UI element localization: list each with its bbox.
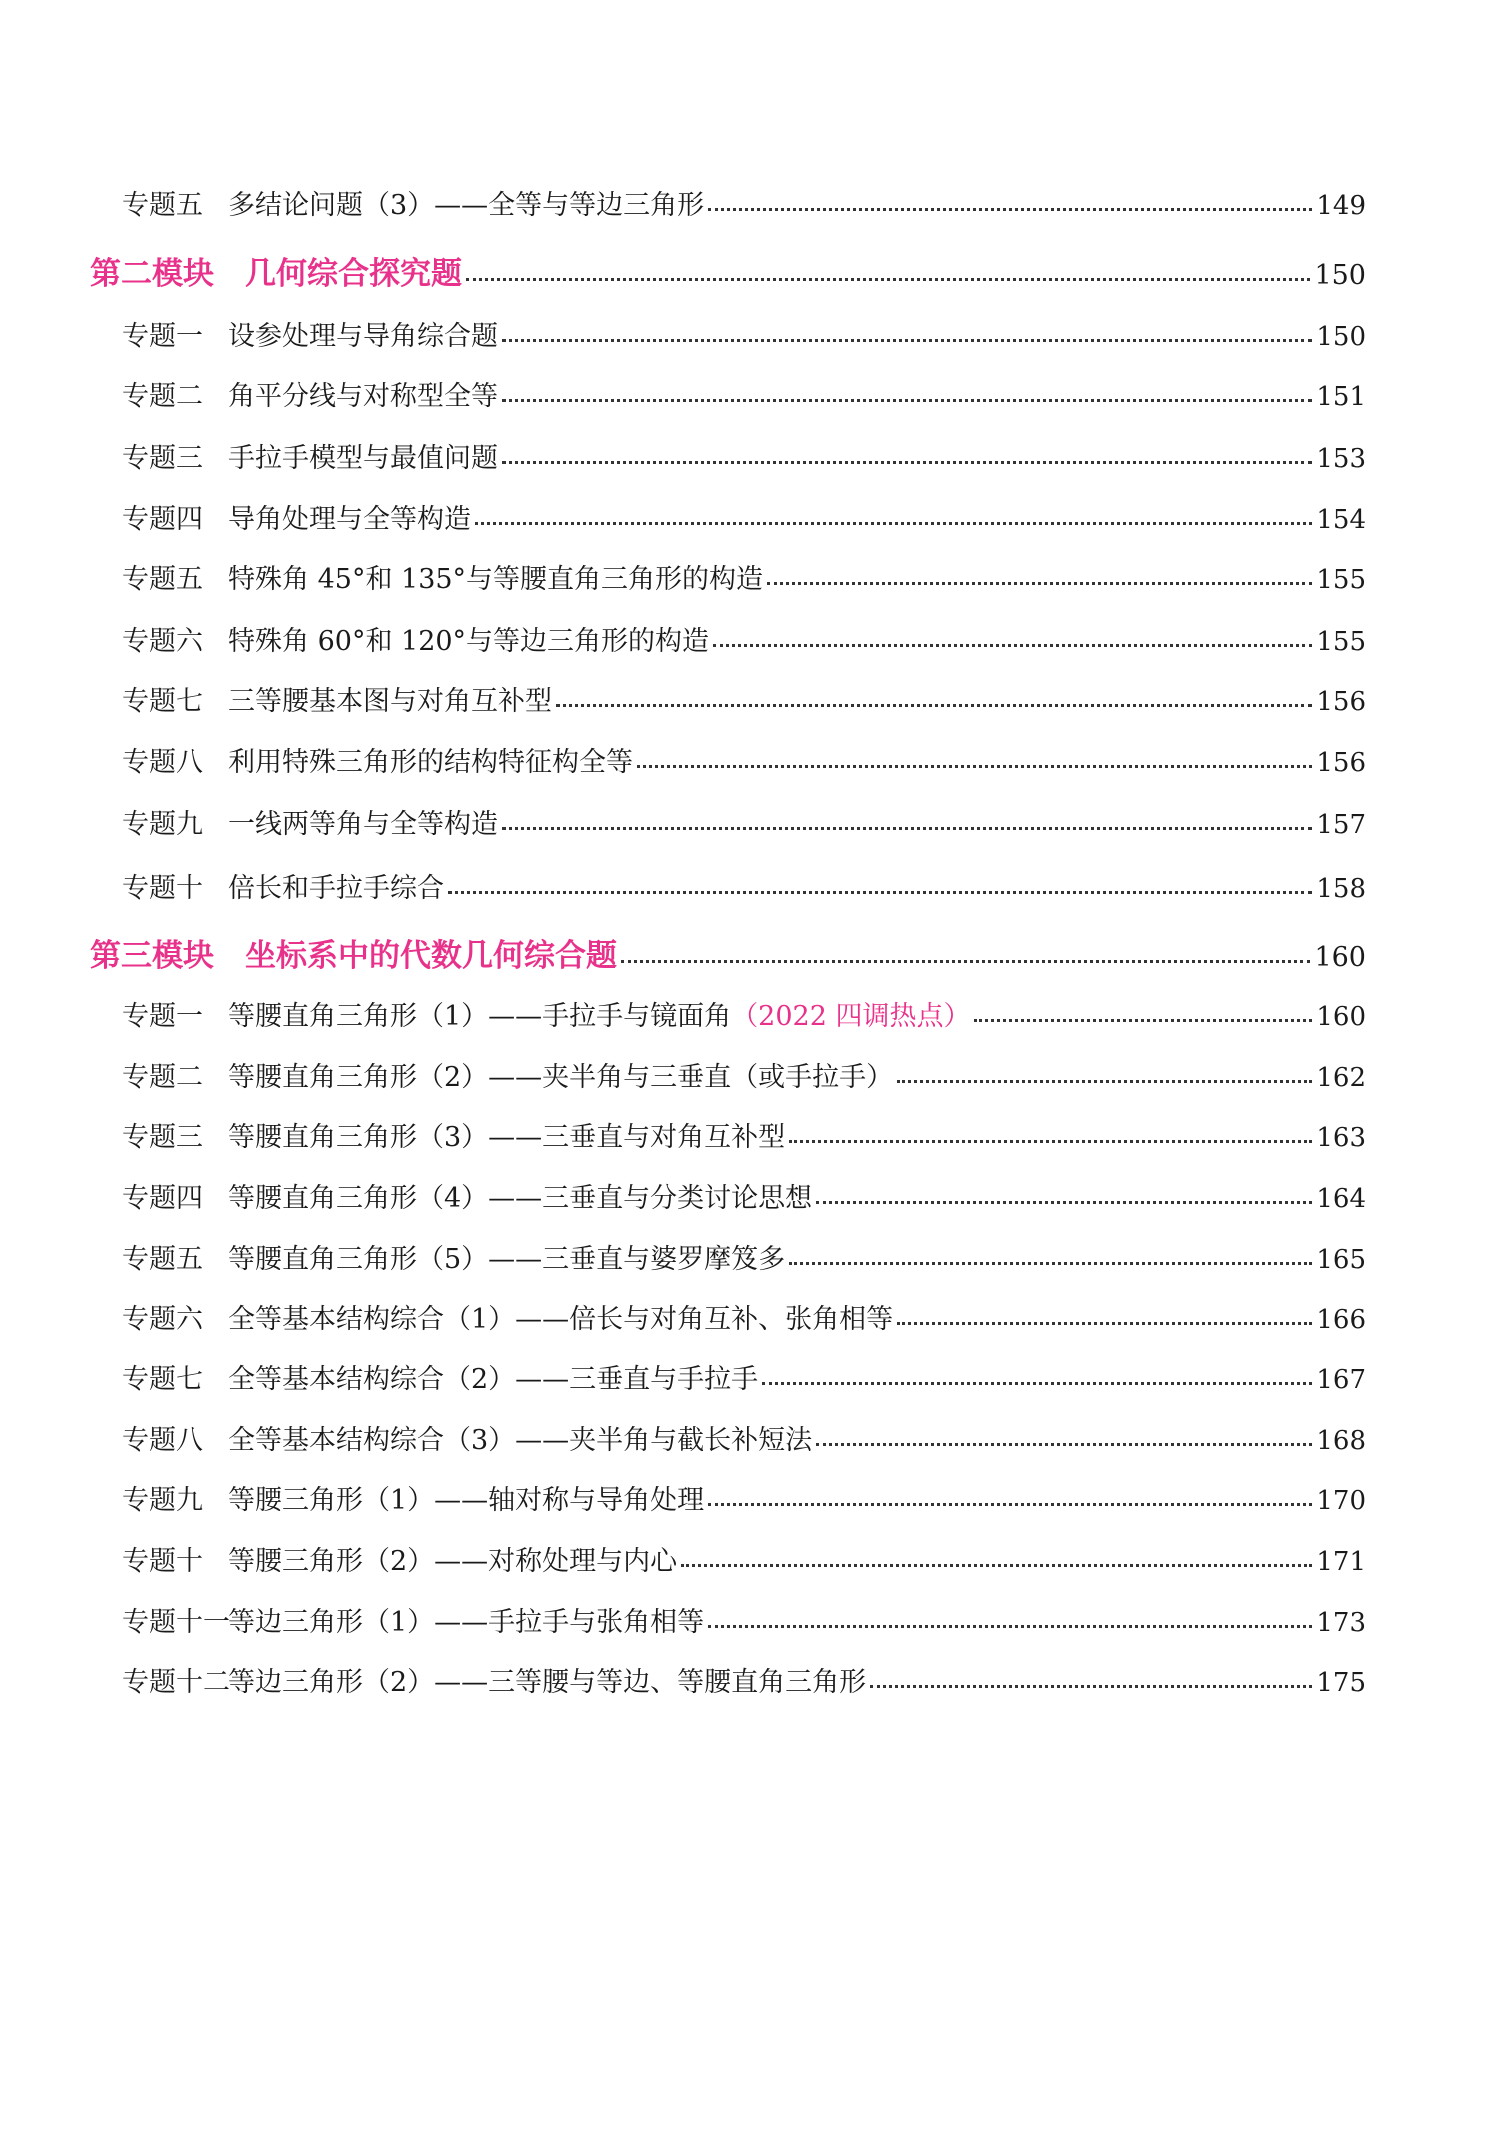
dot-leader <box>789 1140 1312 1143</box>
toc-entry-row[interactable] <box>122 1055 1366 1094</box>
topic-title: 全等基本结构综合（3）——夹半角与截长补短法 <box>228 1425 813 1456</box>
topic-number: 专题五 <box>122 190 203 221</box>
toc-entry-row[interactable] <box>122 679 1366 718</box>
toc-entry-label <box>122 679 552 718</box>
topic-number: 专题三 <box>122 1122 203 1153</box>
module-number: 第三模块 <box>90 938 214 974</box>
topic-title: 多结论问题（3）——全等与等边三角形 <box>228 190 705 221</box>
dot-leader <box>708 1503 1312 1506</box>
toc-entry-row[interactable] <box>122 557 1366 596</box>
module-title: 几何综合探究题 <box>245 256 462 292</box>
toc-entry-label <box>122 1600 704 1639</box>
toc-entry-row[interactable] <box>122 1418 1366 1457</box>
topic-title: 手拉手模型与最值问题 <box>228 443 498 474</box>
toc-entry-label <box>90 248 462 293</box>
topic-number: 专题九 <box>122 1485 203 1516</box>
dot-leader <box>870 1685 1312 1688</box>
toc-entry-row[interactable] <box>122 436 1366 475</box>
toc-module-row[interactable] <box>90 248 1366 293</box>
toc-entry-label <box>122 1539 677 1578</box>
dot-leader <box>475 522 1312 525</box>
page-number: 151 <box>1316 382 1366 412</box>
page-number: 173 <box>1316 1608 1366 1638</box>
page-number: 167 <box>1316 1365 1366 1395</box>
toc-entry-row[interactable] <box>122 1600 1366 1639</box>
topic-title: 等腰三角形（2）——对称处理与内心 <box>228 1546 678 1577</box>
dot-leader <box>502 399 1312 402</box>
topic-number: 专题十二 <box>122 1667 230 1698</box>
toc-entry-row[interactable] <box>122 183 1366 222</box>
dot-leader <box>621 960 1310 963</box>
topic-title: 利用特殊三角形的结构特征构全等 <box>228 747 633 778</box>
toc-entry-row[interactable] <box>122 1237 1366 1276</box>
toc-entry-row[interactable] <box>122 497 1366 536</box>
topic-title: 角平分线与对称型全等 <box>228 381 498 412</box>
page-number: 175 <box>1316 1668 1366 1698</box>
page-number: 170 <box>1316 1486 1366 1516</box>
toc-entry-row[interactable] <box>122 740 1366 779</box>
topic-title: 一线两等角与全等构造 <box>228 809 498 840</box>
page-number: 150 <box>1316 322 1366 352</box>
topic-title: 倍长和手拉手综合 <box>228 873 444 904</box>
toc-entry-row[interactable] <box>122 1115 1366 1154</box>
topic-number: 专题一 <box>122 1001 203 1032</box>
dot-leader <box>897 1080 1312 1083</box>
dot-leader <box>708 208 1312 211</box>
topic-title: 等腰直角三角形（2）——夹半角与三垂直（或手拉手） <box>228 1062 894 1093</box>
topic-title: 导角处理与全等构造 <box>228 504 471 535</box>
topic-number: 专题八 <box>122 1425 203 1456</box>
topic-number: 专题五 <box>122 1244 203 1275</box>
toc-entry-label <box>122 1297 893 1336</box>
topic-title: 等腰直角三角形（1）——手拉手与镜面角 <box>228 1001 732 1032</box>
toc-entry-label <box>90 930 617 975</box>
topic-number: 专题八 <box>122 747 203 778</box>
toc-entry-row[interactable] <box>122 866 1366 905</box>
topic-title: 等腰直角三角形（3）——三垂直与对角互补型 <box>228 1122 786 1153</box>
toc-entry-row[interactable] <box>122 1478 1366 1517</box>
toc-entry-row[interactable] <box>122 314 1366 353</box>
dot-leader <box>708 1625 1312 1628</box>
dot-leader <box>974 1019 1312 1022</box>
topic-number: 专题九 <box>122 809 203 840</box>
toc-entry-label <box>122 994 970 1033</box>
dot-leader <box>502 827 1312 830</box>
dot-leader <box>681 1564 1312 1567</box>
toc-entry-label <box>122 1176 812 1215</box>
dot-leader <box>762 1382 1312 1385</box>
page-number: 166 <box>1316 1305 1366 1335</box>
page-number: 154 <box>1316 505 1366 535</box>
page-number: 155 <box>1316 627 1366 657</box>
toc-entry-label <box>122 374 498 413</box>
page-number: 164 <box>1316 1184 1366 1214</box>
dot-leader <box>789 1262 1312 1265</box>
page-number: 149 <box>1316 191 1366 221</box>
topic-title: 等腰直角三角形（5）——三垂直与婆罗摩笈多 <box>228 1244 786 1275</box>
toc-entry-label <box>122 866 444 905</box>
topic-title: 等边三角形（1）——手拉手与张角相等 <box>228 1607 705 1638</box>
dot-leader <box>637 765 1312 768</box>
hot-topic-note: （2022 四调热点） <box>731 1001 971 1032</box>
module-title: 坐标系中的代数几何综合题 <box>245 938 617 974</box>
toc-entry-row[interactable] <box>122 1539 1366 1578</box>
toc-entry-label <box>122 802 498 841</box>
topic-title: 等腰直角三角形（4）——三垂直与分类讨论思想 <box>228 1183 813 1214</box>
topic-number: 专题三 <box>122 443 203 474</box>
toc-entry-label <box>122 436 498 475</box>
topic-number: 专题十 <box>122 1546 203 1577</box>
page-number: 171 <box>1316 1547 1366 1577</box>
toc-module-row[interactable] <box>90 930 1366 975</box>
toc-entry-label <box>122 1055 893 1094</box>
topic-title: 全等基本结构综合（1）——倍长与对角互补、张角相等 <box>228 1304 894 1335</box>
toc-entry-label <box>122 1115 785 1154</box>
toc-entry-label <box>122 497 471 536</box>
module-number: 第二模块 <box>90 256 214 292</box>
page-number: 160 <box>1316 1002 1366 1032</box>
toc-entry-label <box>122 1357 758 1396</box>
toc-entry-label <box>122 740 633 779</box>
topic-number: 专题七 <box>122 1364 203 1395</box>
page-number: 160 <box>1314 942 1366 973</box>
page-number: 153 <box>1316 444 1366 474</box>
toc-entry-row[interactable] <box>122 1660 1366 1699</box>
topic-number: 专题十一 <box>122 1607 230 1638</box>
topic-number: 专题十 <box>122 873 203 904</box>
toc-entry-row[interactable] <box>122 1357 1366 1396</box>
topic-number: 专题六 <box>122 626 203 657</box>
page-number: 156 <box>1316 748 1366 778</box>
page-number: 155 <box>1316 565 1366 595</box>
topic-title: 等腰三角形（1）——轴对称与导角处理 <box>228 1485 705 1516</box>
topic-title: 三等腰基本图与对角互补型 <box>228 686 552 717</box>
toc-entry-label <box>122 1237 785 1276</box>
topic-number: 专题四 <box>122 504 203 535</box>
page-number: 157 <box>1316 810 1366 840</box>
toc-entry-label <box>122 557 763 596</box>
topic-title: 等边三角形（2）——三等腰与等边、等腰直角三角形 <box>228 1667 867 1698</box>
dot-leader <box>897 1322 1312 1325</box>
topic-title: 特殊角 45°和 135°与等腰直角三角形的构造 <box>228 564 764 595</box>
toc-entry-label <box>122 1418 812 1457</box>
topic-title: 全等基本结构综合（2）——三垂直与手拉手 <box>228 1364 759 1395</box>
page-number: 168 <box>1316 1426 1366 1456</box>
dot-leader <box>502 339 1312 342</box>
toc-entry-row[interactable] <box>122 619 1366 658</box>
page-number: 163 <box>1316 1123 1366 1153</box>
page-number: 156 <box>1316 687 1366 717</box>
topic-number: 专题七 <box>122 686 203 717</box>
topic-number: 专题六 <box>122 1304 203 1335</box>
toc-entry-label <box>122 183 704 222</box>
dot-leader <box>816 1201 1312 1204</box>
dot-leader <box>816 1443 1312 1446</box>
dot-leader <box>767 582 1312 585</box>
toc-entry-row[interactable] <box>122 1176 1366 1215</box>
toc-entry-row[interactable] <box>122 994 1366 1033</box>
topic-number: 专题二 <box>122 1062 203 1093</box>
toc-entry-row[interactable] <box>122 374 1366 413</box>
topic-number: 专题二 <box>122 381 203 412</box>
page-number: 150 <box>1314 260 1366 291</box>
topic-title: 设参处理与导角综合题 <box>228 321 498 352</box>
dot-leader <box>713 644 1312 647</box>
topic-number: 专题五 <box>122 564 203 595</box>
toc-entry-label <box>122 1478 704 1517</box>
dot-leader <box>466 278 1310 281</box>
toc-entry-label <box>122 314 498 353</box>
dot-leader <box>502 461 1312 464</box>
toc-entry-label <box>122 1660 866 1699</box>
topic-number: 专题一 <box>122 321 203 352</box>
toc-entry-row[interactable] <box>122 1297 1366 1336</box>
toc-entry-label <box>122 619 709 658</box>
page-number: 162 <box>1316 1063 1366 1093</box>
topic-number: 专题四 <box>122 1183 203 1214</box>
topic-title: 特殊角 60°和 120°与等边三角形的构造 <box>228 626 710 657</box>
dot-leader <box>448 891 1312 894</box>
dot-leader <box>556 704 1312 707</box>
toc-entry-row[interactable] <box>122 802 1366 841</box>
page-number: 158 <box>1316 874 1366 904</box>
page-number: 165 <box>1316 1245 1366 1275</box>
